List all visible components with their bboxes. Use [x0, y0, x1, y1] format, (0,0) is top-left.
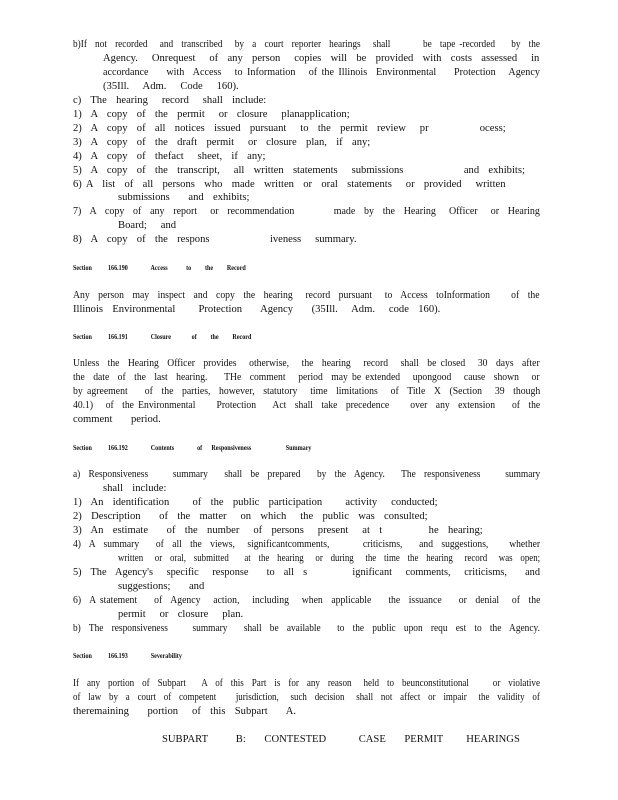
record-item-6: 6) A list of all persons who made written or oral statements or provided written — [73, 179, 506, 190]
record-item-6-cont: submissions and exhibits; — [118, 192, 250, 203]
record-item-8: 8) A copy of the respons iveness summary. — [73, 234, 357, 245]
section-heading-166-191: Section 166.191 Closure of the Record — [73, 332, 252, 341]
section-heading-166-193: Section 166.193 Severability — [73, 651, 182, 660]
item-b-line-4: (35Ill. Adm. Code 160). — [103, 81, 239, 92]
resp-item-5: 5) The Agency's specific response to all s ignificant comments, criticisms, and — [73, 567, 541, 578]
resp-item-4-cont: written or oral, submitted at the hearing or during the time the hearing record was open; — [118, 553, 541, 564]
record-item-3: 3) A copy of the draft permit or closure plan, if any; — [73, 137, 371, 148]
record-item-2: 2) A copy of all notices issued pursuant to the permit review pr ocess; — [73, 123, 506, 134]
record-item-7: 7) A copy of any report or recommendation made by the Hearing Officer or Hearing — [73, 206, 540, 217]
resp-item-4: 4) A summary of all the views, significantcomments, criticisms, and suggestions, whether — [73, 539, 541, 550]
subpart-heading: SUBPART B: CONTESTED CASE PERMIT HEARINGS — [162, 734, 520, 745]
resp-item-a-cont: shall include: — [103, 483, 167, 494]
item-b-line-3: accordance with Access to Information of the Illinois Environmental Protection Agency — [103, 67, 540, 78]
record-item-5: 5) A copy of the transcript, all written statements submissions and exhibits; — [73, 165, 525, 176]
access-para-line-1: Any person may inspect and copy the hearing record pursuant to Access toInformation of the — [73, 290, 540, 301]
resp-item-6-cont: permit or closure plan. — [118, 609, 244, 620]
resp-item-3: 3) An estimate of the number of persons present at t he hearing; — [73, 525, 483, 536]
closure-para-line-1: Unless the Hearing Officer provides otherwise, the hearing record shall be closed 30 days after — [73, 358, 540, 369]
sever-para-line-3: theremaining portion of this Subpart A. — [73, 706, 297, 717]
resp-item-6: 6) A statement of Agency action, including when applicable the issuance or denial of the — [73, 595, 541, 606]
section-heading-166-192: Section 166.192 Contents of Responsiveness Summary — [73, 443, 312, 452]
closure-para-line-5: comment period. — [73, 414, 161, 425]
section-heading-166-190: Section 166.190 Access to the Record — [73, 263, 246, 272]
record-item-4: 4) A copy of thefact sheet, if any; — [73, 151, 266, 162]
closure-para-line-4: 40.1) of the Environmental Protection Act shall take precedence over any extension of the — [73, 400, 541, 411]
sever-para-line-2: of law by a court of competent jurisdiction, such decision shall not affect or impair the validity of — [73, 692, 540, 703]
resp-item-2: 2) Description of the matter on which the public was consulted; — [73, 511, 428, 522]
record-item-7-cont: Board; and — [118, 220, 177, 231]
access-para-line-2: Illinois Environmental Protection Agency (35Ill. Adm. code 160). — [73, 304, 441, 315]
sever-para-line-1: If any portion of Subpart A of this Part is for any reason held to beunconstitutional or violative — [73, 678, 540, 689]
resp-item-b: b) The responsiveness summary shall be available to the public upon requ est to the Agency. — [73, 623, 540, 634]
record-item-1: 1) A copy of the permit or closure planapplication; — [73, 109, 350, 120]
item-b-line-1: b)If not recorded and transcribed by a court reporter hearings shall be tape -recorded by the — [73, 39, 541, 50]
item-c-line: c) The hearing record shall include: — [73, 95, 267, 106]
closure-para-line-2: the date of the last hearing. THe comment period may be extended upongood cause shown or — [73, 372, 540, 383]
resp-item-a: a) Responsiveness summary shall be prepared by the Agency. The responsiveness summary — [73, 469, 541, 480]
item-b-line-2: Agency. Onrequest of any person copies will be provided with costs assessed in — [103, 53, 540, 64]
resp-item-1: 1) An identification of the public participation activity conducted; — [73, 497, 438, 508]
resp-item-5-cont: suggestions; and — [118, 581, 205, 592]
closure-para-line-3: by agreement of the parties, however, statutory time limitations of Title X (Section 39 though — [73, 386, 541, 397]
